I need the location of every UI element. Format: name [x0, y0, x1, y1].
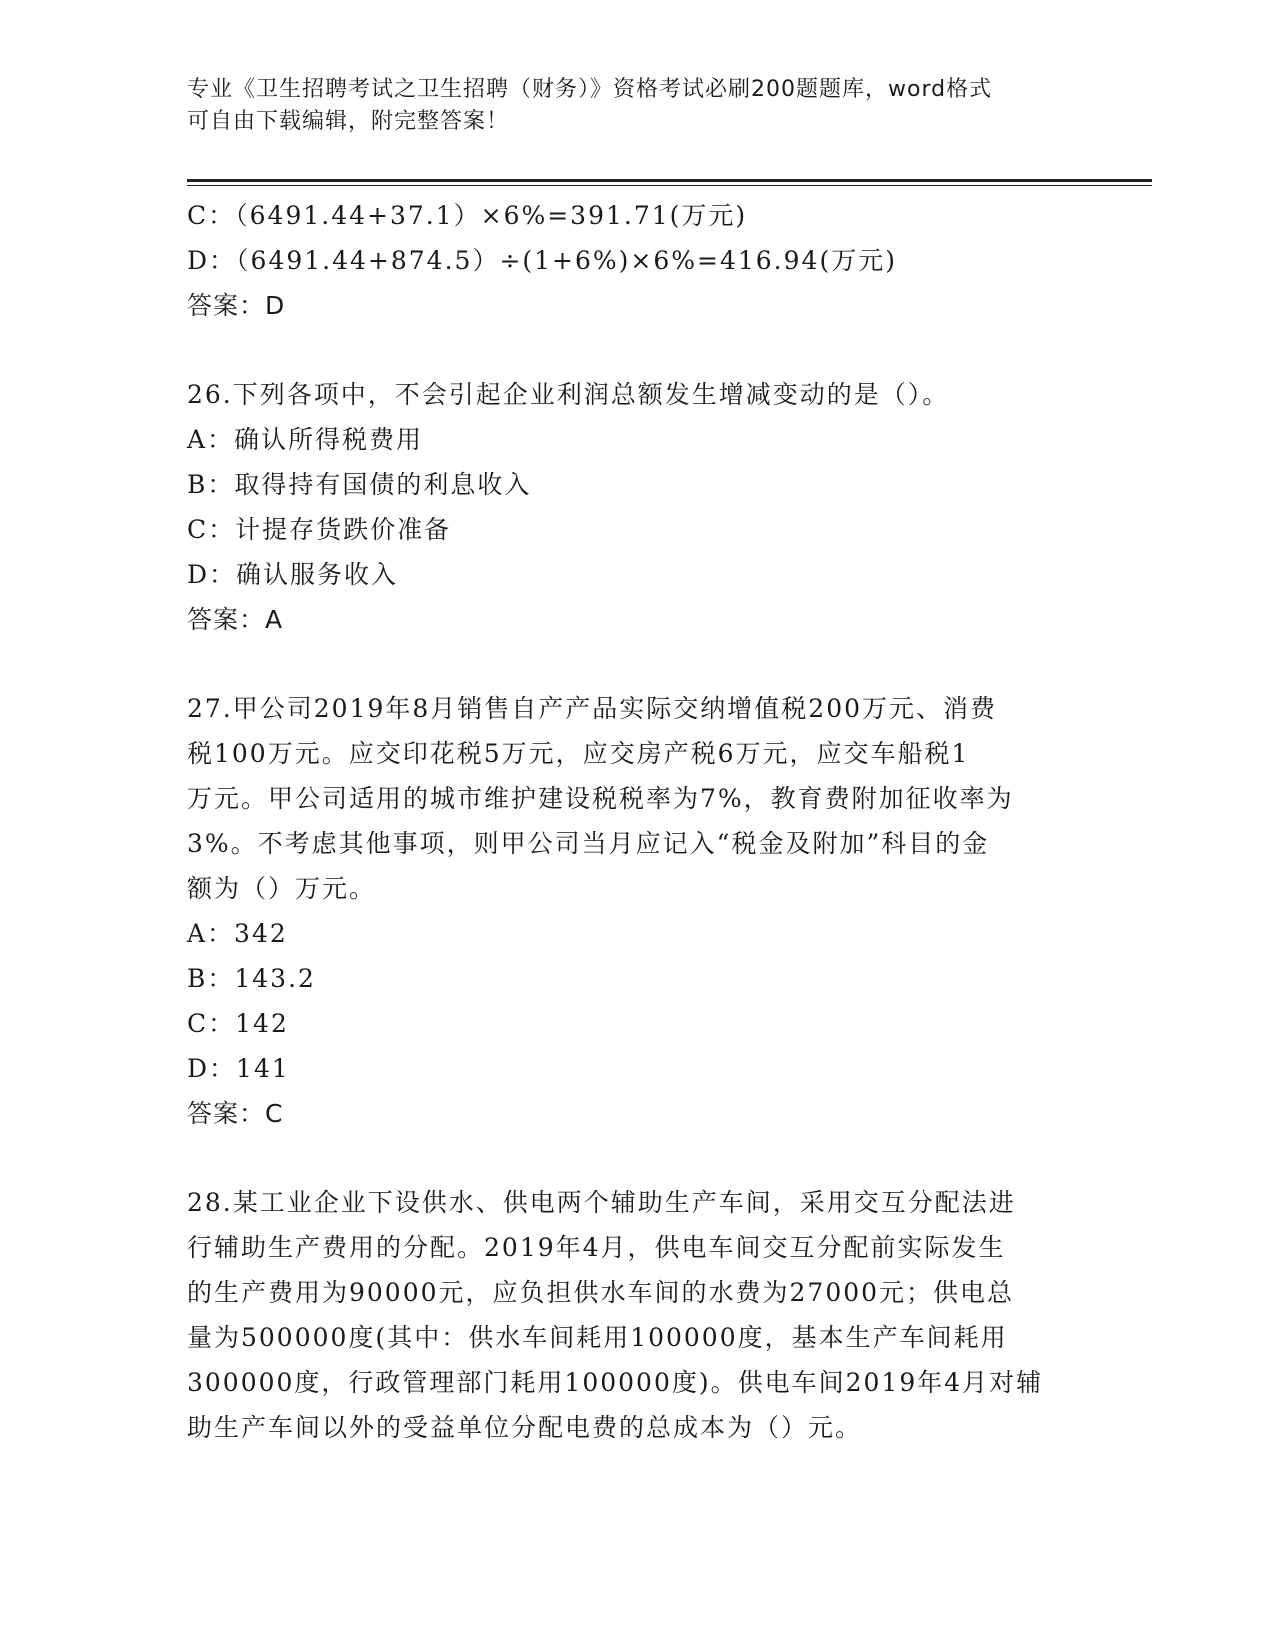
- option-d: D：（6491.44+874.5）÷(1+6%)×6%=416.94(万元): [187, 246, 897, 275]
- option-b: B：143.2: [187, 964, 316, 993]
- document-header: [187, 74, 1087, 138]
- question-stem-line: 行辅助生产费用的分配。2019年4月，供电车间交互分配前实际发生: [187, 1233, 1006, 1262]
- question-stem-line: 助生产车间以外的受益单位分配电费的总成本为（）元。: [187, 1413, 863, 1442]
- question-26: [187, 372, 1087, 642]
- option-b: B：取得持有国债的利息收入: [187, 470, 532, 499]
- answer-line: 答案：A: [187, 605, 284, 634]
- question-stem-line: 的生产费用为90000元，应负担供水车间的水费为27000元；供电总: [187, 1278, 1015, 1307]
- header-line-2: 可自由下载编辑，附完整答案！: [187, 109, 510, 134]
- question-stem-line: 27.甲公司2019年8月销售自产产品实际交纳增值税200万元、消费: [187, 694, 998, 723]
- header-line-1: 专业《卫生招聘考试之卫生招聘（财务）》资格考试必刷200题题库，word格式: [187, 77, 993, 102]
- question-28: [187, 1180, 1087, 1450]
- option-d: D：141: [187, 1054, 290, 1083]
- question-27: [187, 686, 1087, 1136]
- option-c: C：（6491.44+37.1）×6%=391.71(万元): [187, 201, 748, 230]
- question-stem-line: 额为（）万元。: [187, 874, 377, 903]
- spacer: [187, 642, 1087, 686]
- option-c: C：计提存货跌价准备: [187, 515, 452, 544]
- question-stem: 26.下列各项中，不会引起企业利润总额发生增减变动的是（）。: [187, 380, 950, 409]
- spacer: [187, 328, 1087, 372]
- option-c: C：142: [187, 1009, 289, 1038]
- question-stem-line: 税100万元。应交印花税5万元，应交房产税6万元，应交车船税1: [187, 739, 970, 768]
- question-stem-line: 量为500000度(其中：供水车间耗用100000度，基本生产车间耗用: [187, 1323, 1008, 1352]
- option-a: A：342: [187, 919, 288, 948]
- question-stem-line: 28.某工业企业下设供水、供电两个辅助生产车间，采用交互分配法进: [187, 1188, 1016, 1217]
- answer-line: 答案：D: [187, 291, 286, 320]
- option-a: A：确认所得税费用: [187, 425, 424, 454]
- option-d: D：确认服务收入: [187, 560, 399, 589]
- spacer: [187, 1136, 1087, 1180]
- question-stem-line: 300000度，行政管理部门耗用100000度)。供电车间2019年4月对辅: [187, 1368, 1044, 1397]
- header-rule-thin: [187, 185, 1152, 186]
- answer-line: 答案：C: [187, 1099, 284, 1128]
- question-stem-line: 3%。不考虑其他事项，则甲公司当月应记入“税金及附加”科目的金: [187, 829, 990, 858]
- document-body: [187, 193, 1087, 1450]
- question-stem-line: 万元。甲公司适用的城市维护建设税税率为7%，教育费附加征收率为: [187, 784, 1014, 813]
- question-25-tail: [187, 193, 1087, 328]
- header-rule-thick: [187, 179, 1152, 182]
